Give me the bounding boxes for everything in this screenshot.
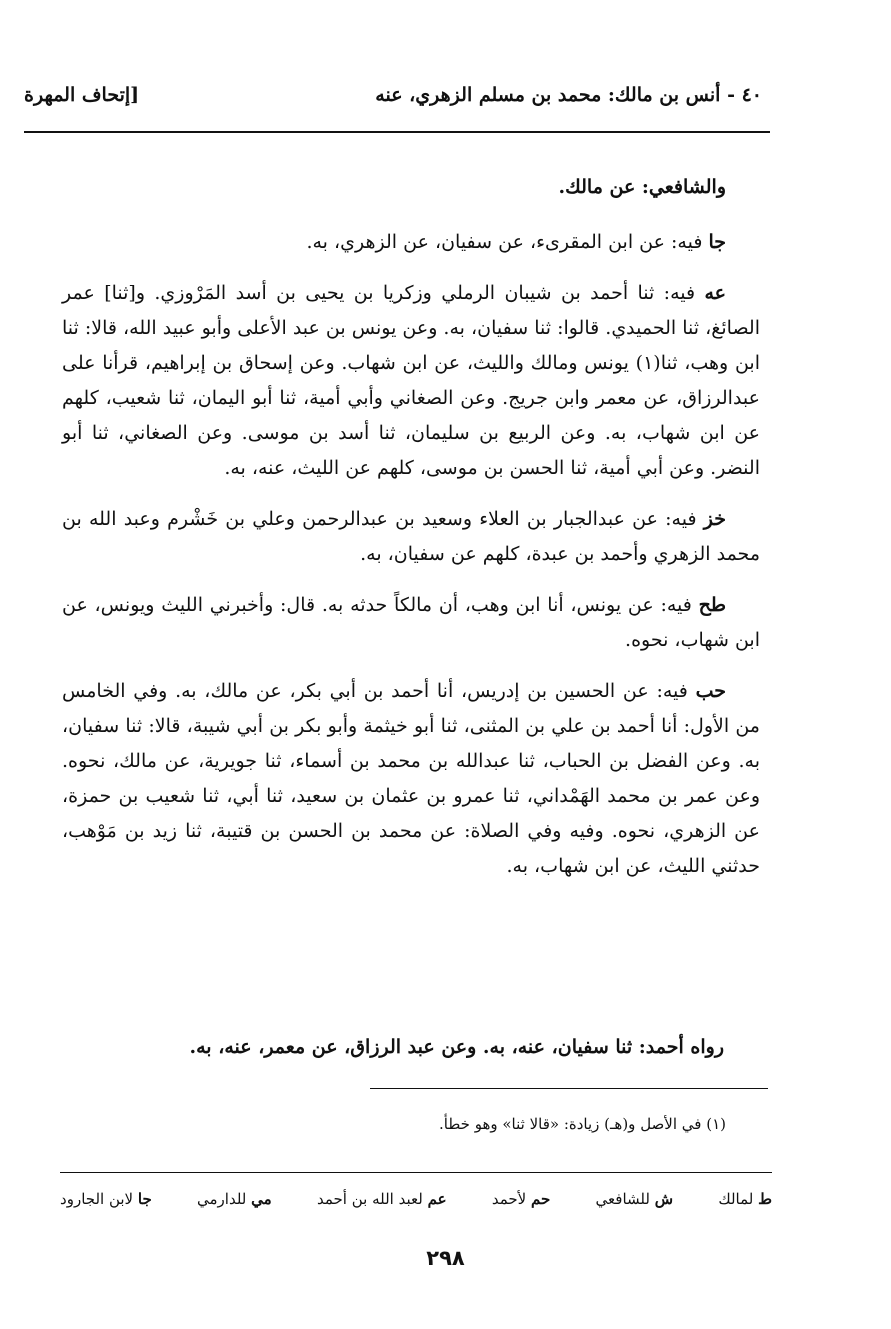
abbreviation-item: مي للدارمي (197, 1190, 272, 1208)
paragraph-hb (62, 674, 760, 884)
header-title: ٤٠ - أنس بن مالك: محمد بن مسلم الزهري، عنه (375, 84, 762, 106)
paragraph-shafii (62, 170, 760, 205)
abbreviation-item: حم لأحمد (491, 1190, 551, 1208)
source-symbol: طح (698, 594, 726, 616)
footnote: (١) في الأصل و(هـ) زيادة: «قالا ثنا» وهو خطأ. (439, 1115, 726, 1133)
main-text (62, 170, 760, 900)
footnote-rule (370, 1088, 768, 1089)
ahmad-narration: رواه أحمد: ثنا سفيان، عنه، به. وعن عبد الرزاق، عن معمر، عنه، به. (189, 1036, 724, 1058)
paragraph-text: فيه: عن الحسين بن إدريس، أنا أحمد بن أبي بكر، عن مالك، به. وفي الخامس من الأول: أنا أحمد بن علي بن المثنى، ثنا أبو خيثمة وأبو بكر بن أبي شيبة، قالا: ثنا سفيان، به. وعن الفضل بن الحباب، ثنا عبدالله بن محمد بن أسماء، ثنا جويرية، عن مالك، نحوه. وعن عمر بن محمد الهَمْداني، ثنا عمرو بن عثمان بن سعيد، ثنا أبي، ثنا شعيب بن حمزة، عن الزهري، نحوه. وفيه وفي الصلاة: عن محمد بن الحسن بن قتيبة، ثنا زيد بن مَوْهب، حدثني الليث، عن ابن شهاب، به. (62, 680, 760, 877)
abbreviation-rule (60, 1172, 772, 1173)
source-symbol: حب (695, 680, 726, 702)
paragraph-text: فيه: عن عبدالجبار بن العلاء وسعيد بن عبدالرحمن وعلي بن خَشْرم وعبد الله بن محمد الزهري وأحمد بن عبدة، كلهم عن سفيان، به. (62, 508, 760, 565)
source-symbol: عه (704, 282, 726, 304)
paragraph-text: فيه: عن يونس، أنا ابن وهب، أن مالكاً حدثه به. قال: وأخبرني الليث ويونس، عن ابن شهاب، نحوه. (62, 594, 760, 651)
abbreviation-item: ش للشافعي (595, 1190, 674, 1208)
paragraph-th (62, 588, 760, 658)
abbreviation-item: عم لعبد الله بن أحمد (316, 1190, 447, 1208)
paragraph-ja (62, 225, 760, 260)
paragraph-khz (62, 502, 760, 572)
paragraph-text: والشافعي: عن مالك. (558, 176, 726, 198)
page-number: ٢٩٨ (426, 1246, 465, 1270)
header-rule (24, 131, 770, 133)
running-header (24, 84, 762, 118)
abbreviation-key (60, 1190, 772, 1216)
abbreviation-item: جا لابن الجارود (60, 1190, 152, 1208)
header-book-title: [إتحاف المهرة (24, 84, 140, 106)
paragraph-ah (62, 276, 760, 486)
paragraph-text: فيه: عن ابن المقرىء، عن سفيان، عن الزهري، به. (306, 231, 709, 253)
source-symbol: جا (708, 231, 726, 253)
abbreviation-item: ط لمالك (718, 1190, 772, 1208)
source-symbol: خز (703, 508, 726, 530)
paragraph-text: فيه: ثنا أحمد بن شيبان الرملي وزكريا بن يحيى بن أسد المَرْوزي. و[ثنا] عمر الصائغ، ثنا الحميدي. قالوا: ثنا سفيان، به. وعن يونس بن عبد الأعلى وأبو عبيد الله، قالا: ثنا ابن وهب، ثنا(١) يونس ومالك والليث، عن ابن شهاب. وعن إسحاق بن إبراهيم، قرأنا على عبدالرزاق، عن معمر وابن جريج. وعن الصغاني وأبي أمية، ثنا أبو اليمان، ثنا شعيب، كلهم عن ابن شهاب، به. وعن الربيع بن سليمان، ثنا أسد بن موسى. وعن الصغاني، ثنا أبو النضر. وعن أبي أمية، ثنا الحسن بن موسى، كلهم عن الليث، عنه، به. (62, 282, 760, 479)
